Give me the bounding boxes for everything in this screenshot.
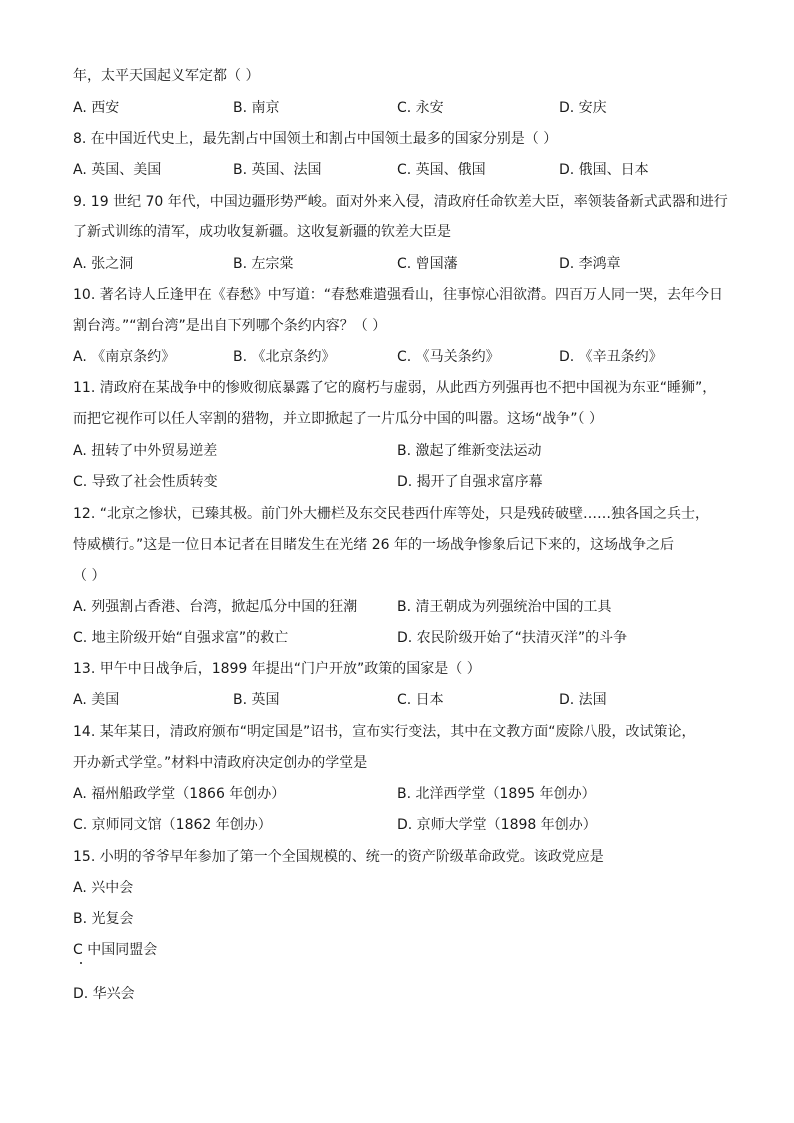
option-d: D. 农民阶级开始了“扶清灭洋”的斗争 xyxy=(397,630,628,646)
option-b: B. 激起了维新变法运动 xyxy=(397,443,542,459)
option-a: A. 《南京条约》 xyxy=(73,349,176,365)
option-c: C. 《马关条约》 xyxy=(397,349,500,365)
question-15-option-a: A. 兴中会 xyxy=(73,880,134,896)
question-15-option-d: D. 华兴会 xyxy=(73,986,135,1002)
question-8-stem: 8. 在中国近代史上，最先割占中国领土和割占中国领土最多的国家分别是（ ） xyxy=(73,131,558,147)
option-b: B. 清王朝成为列强统治中国的工具 xyxy=(397,599,612,615)
option-a: A. 扭转了中外贸易逆差 xyxy=(73,443,218,459)
question-7-stem-end: 年，太平天国起义军定都（ ） xyxy=(73,68,260,84)
question-10-stem: 10. 著名诗人丘逢甲在《春愁》中写道：“春愁难遣强看山，往事惊心泪欲潸。四百万人同一哭，去年今日 xyxy=(73,287,723,303)
option-a: A. 英国、美国 xyxy=(73,162,162,178)
option-c: C. 导致了社会性质转变 xyxy=(73,474,218,490)
option-c: C. 曾国藩 xyxy=(397,256,458,272)
option-c: C. 京师同文馆（1862 年创办） xyxy=(73,817,272,833)
question-9-stem-cont: 了新式训练的清军，成功收复新疆。这收复新疆的钦差大臣是 xyxy=(73,224,451,240)
question-12-answer-blank: （ ） xyxy=(73,568,106,584)
question-12-stem: 12. “北京之惨状，已臻其极。前门外大栅栏及东交民巷西什库等处，只是残砖破壁……独各国之兵士， xyxy=(73,506,709,522)
option-a: A. 张之洞 xyxy=(73,256,134,272)
question-14-stem-cont: 开办新式学堂。”材料中清政府决定创办的学堂是 xyxy=(73,755,368,771)
question-12-stem-cont: 恃威横行。”这是一位日本记者在目睹发生在光绪 26 年的一场战争惨象后记下来的，这场战争之后 xyxy=(73,537,674,553)
option-d: D. 李鸿章 xyxy=(559,256,621,272)
question-10-stem-cont: 割台湾。”“割台湾”是出自下列哪个条约内容？（ ） xyxy=(73,318,387,334)
question-14-stem: 14. 某年某日，清政府颁布“明定国是”诏书，宣布实行变法，其中在文教方面“废除八股，改试策论， xyxy=(73,724,696,740)
option-c: C. 永安 xyxy=(397,100,444,116)
option-d: D. 俄国、日本 xyxy=(559,162,649,178)
question-15-stem: 15. 小明的爷爷早年参加了第一个全国规模的、统一的资产阶级革命政党。该政党应是 xyxy=(73,849,604,865)
question-13-stem: 13. 甲午中日战争后，1899 年提出“门户开放”政策的国家是（ ） xyxy=(73,661,481,677)
option-d: D. 京师大学堂（1898 年创办） xyxy=(397,817,597,833)
question-9-stem: 9. 19 世纪 70 年代，中国边疆形势严峻。面对外来入侵，清政府任命钦差大臣，率领装备新式武器和进行 xyxy=(73,194,728,210)
option-b: B. 英国 xyxy=(233,692,280,708)
option-a: A. 福州船政学堂（1866 年创办） xyxy=(73,786,286,802)
option-a: A. 美国 xyxy=(73,692,120,708)
question-11-stem-cont: 而把它视作可以任人宰割的猎物，并立即掀起了一片瓜分中国的叫嚣。这场“战争”（ ） xyxy=(73,411,603,427)
option-b: B. 南京 xyxy=(233,100,280,116)
option-b: B. 《北京条约》 xyxy=(233,349,336,365)
option-b: B. 英国、法国 xyxy=(233,162,322,178)
question-15-option-b: B. 光复会 xyxy=(73,911,134,927)
option-a: A. 列强割占香港、台湾，掀起瓜分中国的狂潮 xyxy=(73,599,358,615)
option-a: A. 西安 xyxy=(73,100,120,116)
option-c: C. 日本 xyxy=(397,692,444,708)
question-11-stem: 11. 清政府在某战争中的惨败彻底暴露了它的腐朽与虚弱，从此西方列强再也不把中国视为东亚“睡狮”， xyxy=(73,380,717,396)
stray-dot-mark xyxy=(80,962,82,964)
option-d: D. 法国 xyxy=(559,692,607,708)
question-15-option-c: C 中国同盟会 xyxy=(73,942,158,958)
option-c: C. 地主阶级开始“自强求富”的救亡 xyxy=(73,630,289,646)
option-d: D. 《辛丑条约》 xyxy=(559,349,663,365)
option-b: B. 左宗棠 xyxy=(233,256,294,272)
option-d: D. 安庆 xyxy=(559,100,607,116)
option-c: C. 英国、俄国 xyxy=(397,162,486,178)
option-d: D. 揭开了自强求富序幕 xyxy=(397,474,543,490)
option-b: B. 北洋西学堂（1895 年创办） xyxy=(397,786,596,802)
